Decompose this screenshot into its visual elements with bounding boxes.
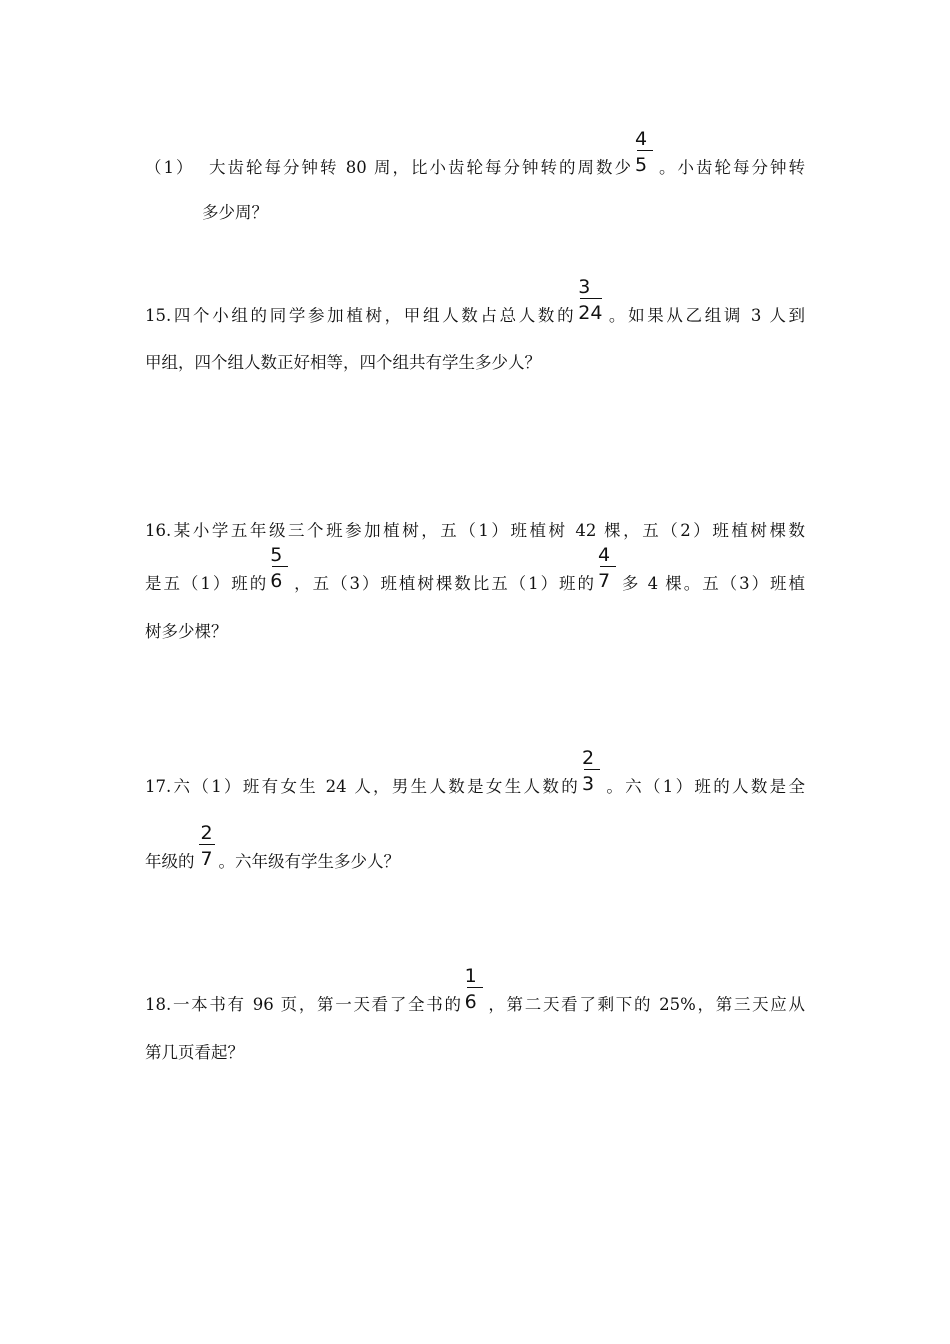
q17-text-b: 。六（1）班的人数是全 bbox=[604, 777, 805, 796]
q15-text-a: 15.四个小组的同学参加植树，甲组人数占总人数的 bbox=[145, 306, 577, 325]
q16-text-a: 16.某小学五年级三个班参加植树，五（1）班植树 42 棵，五（2）班植树棵数 bbox=[145, 521, 805, 540]
q14-text-a: 大齿轮每分钟转 80 周，比小齿轮每分钟转的周数少 bbox=[209, 158, 633, 177]
q16-line-1 bbox=[145, 511, 805, 551]
q17-text-a: 17.六（1）班有女生 24 人，男生人数是女生人数的 bbox=[145, 777, 581, 796]
q15-text-b: 。如果从乙组调 3 人到 bbox=[606, 306, 805, 325]
fraction-bar bbox=[272, 566, 288, 567]
q14-label: （1） bbox=[145, 158, 195, 177]
fraction-numerator: 1 bbox=[464, 965, 477, 987]
fraction-denominator: 3 bbox=[582, 773, 595, 795]
q18-line-1 bbox=[145, 965, 805, 1025]
fraction bbox=[464, 965, 485, 1013]
fraction-bar bbox=[584, 769, 600, 770]
fraction-denominator: 6 bbox=[270, 570, 283, 592]
fraction-numerator: 5 bbox=[270, 544, 283, 566]
q16-text-c: ，五（3）班植树棵数比五（1）班的 bbox=[292, 574, 596, 593]
q15-line-1 bbox=[145, 276, 805, 336]
q14-line-2 bbox=[202, 193, 805, 233]
q16-line-2 bbox=[145, 544, 805, 604]
q16-text-e: 树多少棵？ bbox=[145, 622, 228, 641]
q17-line-2 bbox=[145, 822, 805, 882]
fraction bbox=[582, 747, 602, 795]
fraction-numerator: 2 bbox=[582, 747, 595, 769]
fraction-bar bbox=[199, 844, 215, 845]
q17-line-1 bbox=[145, 747, 805, 807]
fraction bbox=[270, 544, 290, 592]
fraction-denominator: 24 bbox=[578, 302, 603, 324]
fraction bbox=[197, 822, 217, 870]
q18-text-b: ，第二天看了剩下的 25%，第三天应从 bbox=[486, 995, 805, 1014]
fraction bbox=[597, 544, 618, 592]
q16-text-b: 是五（1）班的 bbox=[145, 574, 269, 593]
q14-text-b: 。小齿轮每分钟转 bbox=[657, 158, 805, 177]
q18-line-2 bbox=[145, 1033, 805, 1073]
fraction-bar bbox=[580, 298, 602, 299]
q14-line-1 bbox=[145, 128, 805, 188]
fraction-bar bbox=[637, 150, 653, 151]
fraction-numerator: 4 bbox=[597, 544, 611, 566]
fraction-denominator: 7 bbox=[200, 848, 213, 870]
q17-text-d: 。六年级有学生多少人？ bbox=[218, 852, 400, 871]
fraction-numerator: 3 bbox=[578, 276, 591, 298]
q16-line-3 bbox=[145, 612, 805, 652]
fraction-denominator: 7 bbox=[597, 570, 611, 592]
q18-text-a: 18.一本书有 96 页，第一天看了全书的 bbox=[145, 995, 463, 1014]
fraction-denominator: 6 bbox=[464, 991, 477, 1013]
fraction-denominator: 5 bbox=[635, 154, 648, 176]
q18-text-c: 第几页看起？ bbox=[145, 1043, 244, 1062]
fraction-bar bbox=[467, 987, 483, 988]
fraction bbox=[635, 128, 655, 176]
q16-text-d: 多 4 棵。五（3）班植 bbox=[619, 574, 805, 593]
q14-text-c: 多少周？ bbox=[202, 203, 268, 222]
fraction-bar bbox=[600, 566, 616, 567]
fraction bbox=[578, 276, 604, 324]
fraction-numerator: 4 bbox=[635, 128, 648, 150]
fraction-numerator: 2 bbox=[200, 822, 213, 844]
q15-line-2 bbox=[145, 343, 805, 383]
q15-text-c: 甲组，四个组人数正好相等，四个组共有学生多少人？ bbox=[145, 353, 541, 372]
q17-text-c: 年级的 bbox=[145, 852, 195, 871]
